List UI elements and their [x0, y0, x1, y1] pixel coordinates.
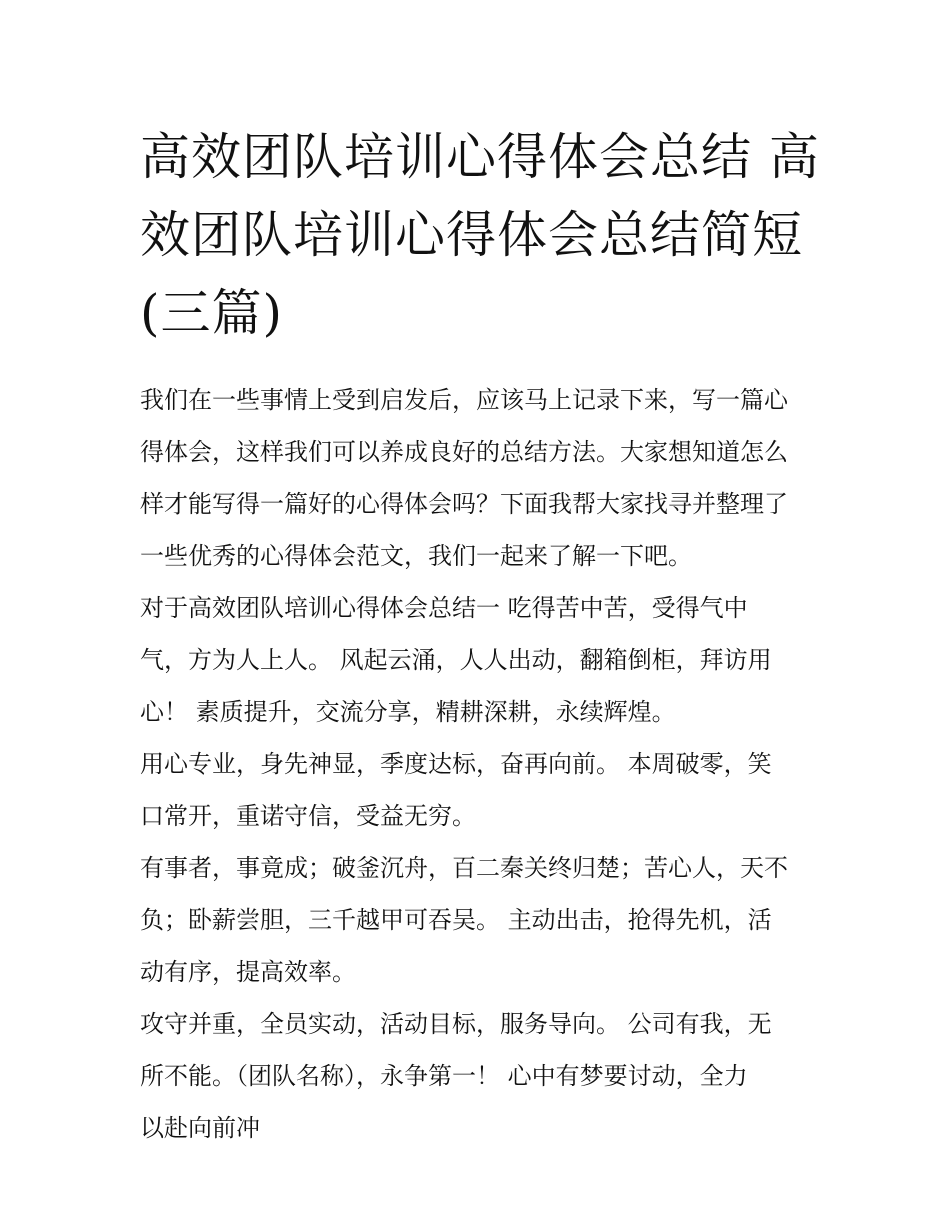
text-line: 对于高效团队培训心得体会总结一 吃得苦中苦，受得气中: [140, 594, 748, 622]
text-line: 以赴向前冲: [140, 1114, 260, 1142]
text-line: 负；卧薪尝胆，三千越甲可吞吴。 主动出击，抢得先机，活: [140, 906, 772, 934]
document-title: [140, 118, 820, 352]
text-line: 用心专业，身先神显，季度达标，奋再向前。 本周破零，笑: [140, 750, 772, 778]
document-page: [140, 118, 820, 1154]
text-line: 口常开，重诺守信，受益无穷。: [140, 802, 476, 830]
text-line: 攻守并重，全员实动，活动目标，服务导向。 公司有我，无: [140, 1010, 772, 1038]
title-line: 高效团队培训心得体会总结 高: [140, 128, 820, 186]
text-line: 有事者，事竟成；破釜沉舟，百二秦关终归楚；苦心人，天不: [140, 854, 788, 882]
document-body: [140, 374, 812, 1154]
text-line: 心！ 素质提升，交流分享，精耕深耕，永续辉煌。: [140, 698, 676, 726]
text-line: 所不能。（团队名称），永争第一！ 心中有梦要讨动，全力: [140, 1062, 748, 1090]
text-line: 动有序，提高效率。: [140, 958, 356, 986]
text-line: 样才能写得一篇好的心得体会吗？下面我帮大家找寻并整理了: [140, 490, 788, 518]
text-line: 我们在一些事情上受到启发后，应该马上记录下来，写一篇心: [140, 386, 788, 414]
title-line: 效团队培训心得体会总结简短: [140, 206, 803, 264]
text-line: 一些优秀的心得体会范文，我们一起来了解一下吧。: [140, 542, 692, 570]
text-line: 得体会，这样我们可以养成良好的总结方法。大家想知道怎么: [140, 438, 788, 466]
title-line: (三篇): [140, 284, 284, 342]
paragraph-1: [140, 582, 812, 738]
text-line: 气，方为人上人。 风起云涌，人人出动，翻箱倒柜，拜访用: [140, 646, 772, 674]
paragraph-intro: [140, 374, 812, 582]
paragraph-4: [140, 998, 812, 1154]
paragraph-2: [140, 738, 812, 842]
paragraph-3: [140, 842, 812, 998]
